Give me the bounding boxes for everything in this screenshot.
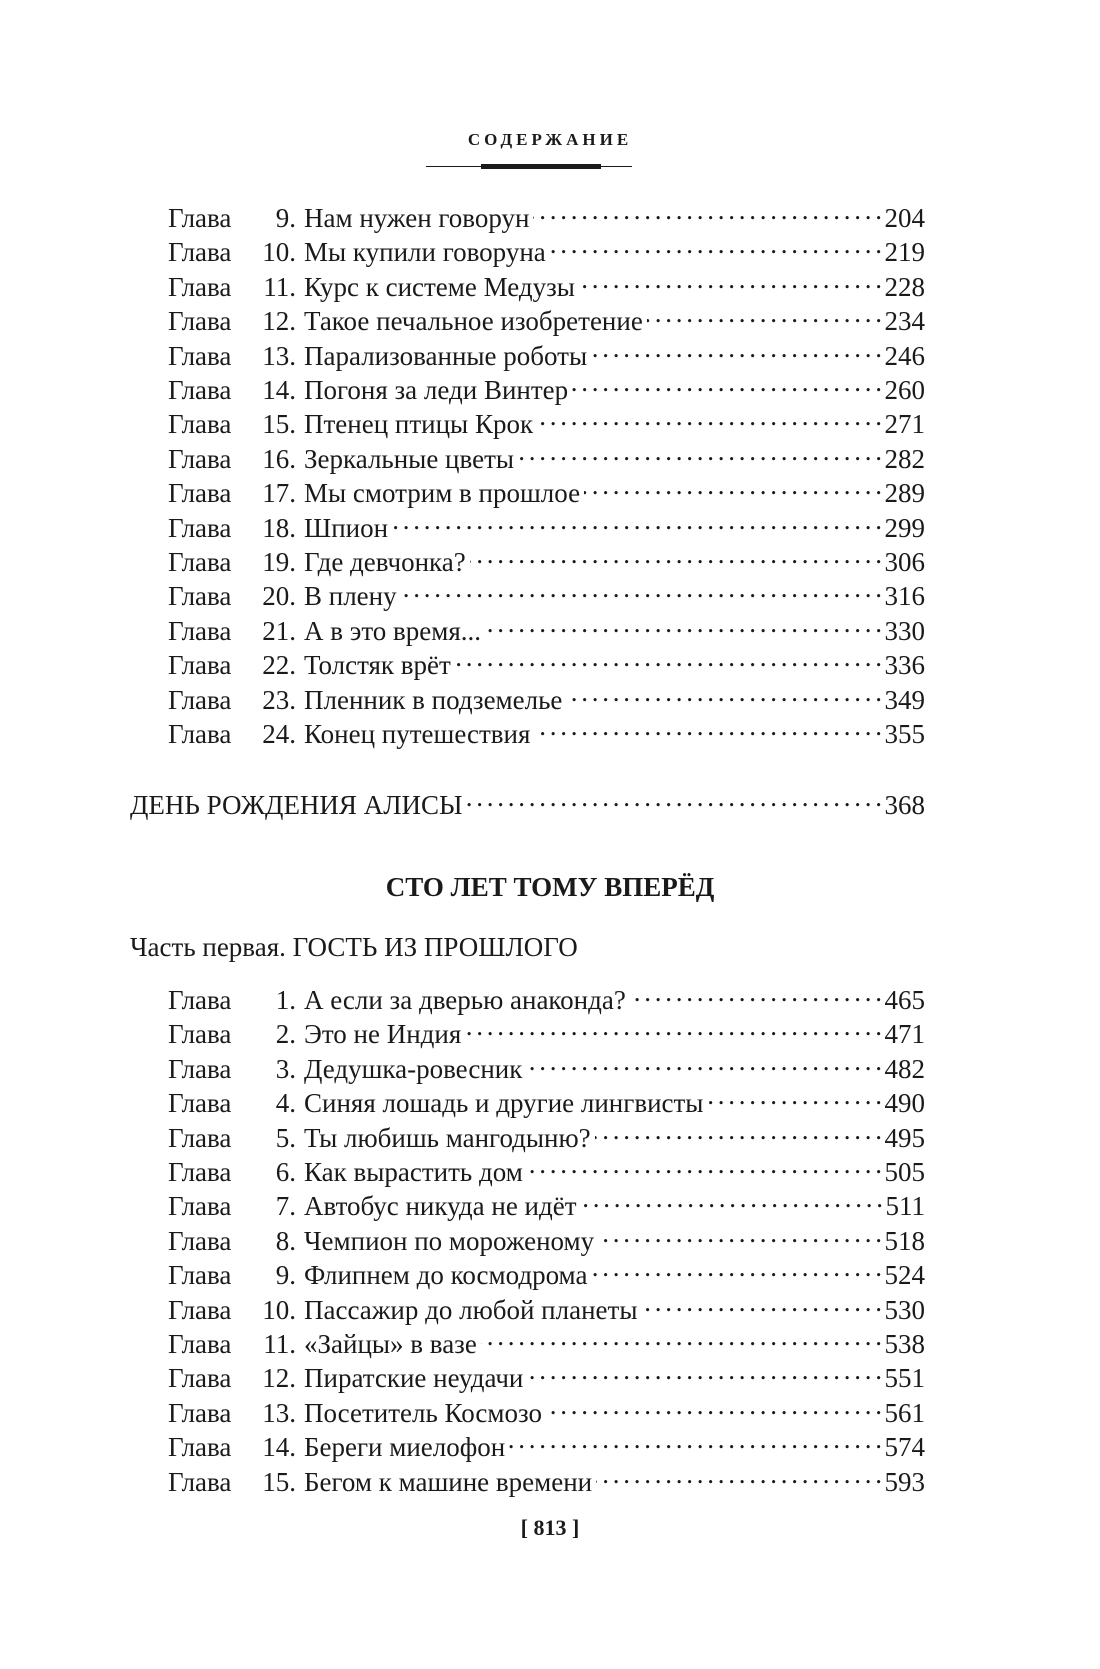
toc-chapter-title: Посетитель Космозо xyxy=(304,1397,542,1428)
toc-entry xyxy=(168,537,925,577)
toc-chapter-title: Зеркальные цветы xyxy=(304,443,515,474)
toc-leader-dots xyxy=(647,296,881,330)
toc-chapter-number: 14. xyxy=(262,375,296,405)
toc-chapter-word: Глава xyxy=(168,1122,232,1153)
toc-entry xyxy=(168,1078,925,1119)
toc-leader-dots xyxy=(591,331,880,365)
toc-chapter-title: Пассажир до любой планеты xyxy=(304,1294,638,1325)
toc-entry xyxy=(168,606,925,646)
toc-chapter-number: 23. xyxy=(262,684,296,715)
section-title: СТО ЛЕТ ТОМУ ВПЕРЁД xyxy=(385,872,715,902)
toc-chapter-title: Птенец птицы Крок xyxy=(304,409,534,440)
toc-chapter-word: Глава xyxy=(168,1157,232,1187)
toc-entry xyxy=(168,1044,925,1084)
toc-chapter-title: Такое печальное изобретение xyxy=(304,306,643,337)
toc-chapter-number: 6. xyxy=(275,1157,296,1187)
toc-chapter-word: Глава xyxy=(168,237,232,268)
toc-entry xyxy=(168,1353,925,1394)
toc-entry xyxy=(168,468,925,509)
toc-leader-dots xyxy=(595,1113,881,1147)
toc-chapter-title: Автобус никуда не идёт xyxy=(304,1191,577,1222)
toc-chapter-word: Глава xyxy=(168,1191,232,1222)
toc-chapter-title: Шпион xyxy=(304,512,389,543)
toc-chapter-word: Глава xyxy=(168,1088,232,1119)
toc-entry xyxy=(168,331,925,371)
toc-leader-dots xyxy=(392,503,880,537)
toc-chapter-number: 11. xyxy=(263,271,296,302)
toc-leader-dots xyxy=(566,675,880,709)
toc-chapter-word: Глава xyxy=(168,1225,232,1256)
toc-leader-dots xyxy=(572,365,880,399)
toc-chapter-title: Мы купили говоруна xyxy=(304,237,546,268)
toc-chapter-number: 15. xyxy=(262,1466,296,1497)
toc-leader-dots xyxy=(481,1319,881,1353)
toc-entry xyxy=(168,1388,925,1428)
toc-entry xyxy=(168,1181,925,1222)
toc-leader-dots xyxy=(465,1009,880,1043)
toc-chapter-title: Конец путешествия xyxy=(304,719,531,749)
toc-page-number: 490 xyxy=(884,1088,925,1119)
toc-chapter-word: Глава xyxy=(168,512,232,543)
toc-page-number: 282 xyxy=(884,443,925,474)
toc-leader-dots xyxy=(579,262,881,296)
part-title: Часть первая. ГОСТЬ ИЗ ПРОШЛОГО xyxy=(130,932,578,962)
toc-entry xyxy=(168,1319,925,1359)
toc-entry xyxy=(168,399,925,440)
toc-leader-dots xyxy=(485,606,880,640)
toc-page-number: 289 xyxy=(884,478,925,509)
toc-chapter-word: Глава xyxy=(168,1363,232,1394)
toc-chapter-number: 21. xyxy=(262,615,296,646)
toc-leader-dots xyxy=(546,1388,881,1422)
toc-chapter-number: 11. xyxy=(263,1329,296,1359)
toc-chapter-word: Глава xyxy=(168,340,232,371)
toc-chapter-number: 15. xyxy=(262,409,296,440)
toc-chapter-title: Курс к системе Медузы xyxy=(304,271,575,302)
toc-chapter-word: Глава xyxy=(168,478,232,509)
toc-chapter-title: Как вырастить дом xyxy=(304,1157,523,1187)
toc-entry xyxy=(168,571,925,612)
toc-chapter-title: Дедушка-ровесник xyxy=(304,1053,523,1084)
toc-chapter-title: Пиратские неудачи xyxy=(304,1363,524,1394)
toc-chapter-title: Чемпион по мороженому xyxy=(304,1225,595,1256)
toc-entry xyxy=(168,227,925,268)
toc-page-number: 524 xyxy=(884,1260,925,1291)
toc-leader-dots xyxy=(537,399,880,433)
toc-chapter-number: 24. xyxy=(262,719,296,749)
toc-entry xyxy=(168,1285,925,1325)
toc-chapter-number: 14. xyxy=(262,1432,296,1463)
toc-leader-dots xyxy=(534,709,880,743)
toc-leader-dots xyxy=(527,1353,880,1387)
toc-chapter-title: Погоня за леди Винтер xyxy=(304,375,569,405)
toc-chapter-title: Флипнем до космодрома xyxy=(304,1260,588,1291)
toc-chapter-word: Глава xyxy=(168,271,232,302)
toc-chapter-number: 9. xyxy=(275,203,296,233)
toc-chapter-word: Глава xyxy=(168,1432,232,1463)
toc-chapter-title: Толстяк врёт xyxy=(304,650,451,681)
toc-chapter-word: Глава xyxy=(168,1397,232,1428)
toc-chapter-number: 5. xyxy=(275,1122,296,1153)
toc-chapter-number: 17. xyxy=(262,478,296,509)
toc-leader-dots xyxy=(581,1181,882,1215)
toc-chapter-number: 22. xyxy=(262,650,296,681)
toc-page-number: 471 xyxy=(884,1019,925,1050)
page-number: [ 813 ] xyxy=(520,1515,580,1540)
toc-chapter-title: Где девчонка? xyxy=(304,547,466,577)
toc-chapter-title: Пленник в подземелье xyxy=(304,684,563,715)
toc-entry xyxy=(168,1113,925,1153)
toc-entry xyxy=(168,434,925,474)
toc-chapter-word: Глава xyxy=(168,1260,232,1291)
toc-chapter-word: Глава xyxy=(168,443,232,474)
toc-chapter-title: «Зайцы» в вазе xyxy=(304,1329,477,1359)
toc-page-number: 538 xyxy=(884,1329,925,1359)
toc-entry xyxy=(168,365,925,405)
toc-page-number: 593 xyxy=(884,1466,925,1497)
toc-page-number: 336 xyxy=(884,650,925,681)
toc-page-number: 330 xyxy=(884,615,925,646)
toc-page-number: 271 xyxy=(884,409,925,440)
toc-page-number: 561 xyxy=(884,1397,925,1428)
toc-chapter-word: Глава xyxy=(168,719,232,749)
toc-chapter-word: Глава xyxy=(168,409,232,440)
toc-entry xyxy=(168,262,925,302)
toc-chapter-title: В плену xyxy=(304,581,397,612)
toc-chapter-number: 8. xyxy=(275,1225,296,1256)
toc-chapter-title: Ты любишь мангодыню? xyxy=(304,1122,591,1153)
toc-entry xyxy=(168,1147,925,1187)
toc-chapter-number: 18. xyxy=(262,512,296,543)
toc-page-number: 306 xyxy=(884,547,925,577)
toc-chapter-word: Глава xyxy=(168,1053,232,1084)
toc-chapter-word: Глава xyxy=(168,650,232,681)
toc-chapter-number: 16. xyxy=(262,443,296,474)
toc-page-number: 518 xyxy=(884,1225,925,1256)
toc-leader-dots xyxy=(401,571,881,605)
toc-leader-dots xyxy=(467,780,881,814)
toc-chapter-title: Бегом к машине времени xyxy=(304,1466,593,1497)
toc-leader-dots xyxy=(630,975,881,1009)
toc-chapter-number: 13. xyxy=(262,340,296,371)
toc-page-number: 482 xyxy=(884,1053,925,1084)
toc-chapter-word: Глава xyxy=(168,1466,232,1497)
running-head: СОДЕРЖАНИЕ xyxy=(467,130,633,149)
toc-chapter-number: 12. xyxy=(262,1363,296,1394)
toc-entry xyxy=(168,1216,925,1256)
toc-chapter-word: Глава xyxy=(168,985,232,1015)
toc-chapter-number: 1. xyxy=(275,985,296,1015)
toc-leader-dots xyxy=(526,1044,880,1078)
toc-page-number: 246 xyxy=(884,340,925,371)
toc-leader-dots xyxy=(596,1457,880,1491)
toc-chapter-number: 10. xyxy=(262,1294,296,1325)
toc-page-number: 234 xyxy=(884,306,925,337)
toc-chapter-title: Это не Индия xyxy=(304,1019,462,1050)
toc-entry xyxy=(168,503,925,543)
toc-entry xyxy=(168,1422,925,1463)
toc-leader-dots xyxy=(455,640,881,674)
toc-chapter-word: Глава xyxy=(168,375,232,405)
toc-chapter-title: Береги миелофон xyxy=(304,1432,506,1463)
toc-leader-dots xyxy=(591,1250,880,1284)
toc-entry xyxy=(168,1457,925,1497)
toc-page-number: 355 xyxy=(884,719,925,749)
toc-leader-dots xyxy=(707,1078,880,1112)
toc-leader-dots xyxy=(641,1285,880,1319)
toc-chapter-word: Глава xyxy=(168,547,232,577)
toc-entry xyxy=(168,1009,925,1050)
toc-leader-dots xyxy=(550,227,881,261)
toc-story-page: 368 xyxy=(884,790,925,820)
toc-chapter-title: А в это время... xyxy=(304,615,482,646)
toc-page-number: 219 xyxy=(884,237,925,268)
toc-page-number: 465 xyxy=(884,985,925,1015)
toc-leader-dots xyxy=(584,468,880,502)
toc-entry xyxy=(168,640,925,681)
toc-chapter-number: 10. xyxy=(262,237,296,268)
toc-chapter-title: А если за дверью анаконда? xyxy=(304,985,626,1015)
toc-page-number: 299 xyxy=(884,512,925,543)
toc-entry xyxy=(168,1250,925,1291)
toc-chapter-word: Глава xyxy=(168,684,232,715)
running-head-rule-accent xyxy=(481,164,601,169)
toc-page-number: 505 xyxy=(884,1157,925,1187)
toc-chapter-number: 9. xyxy=(275,1260,296,1291)
toc-chapter-title: Мы смотрим в прошлое xyxy=(304,478,581,509)
toc-chapter-number: 7. xyxy=(275,1191,296,1222)
toc-chapter-word: Глава xyxy=(168,1294,232,1325)
toc-chapter-title: Нам нужен говорун xyxy=(304,203,530,233)
toc-chapter-number: 19. xyxy=(262,547,296,577)
toc-chapter-number: 3. xyxy=(275,1053,296,1084)
toc-entry xyxy=(168,709,925,749)
toc-leader-dots xyxy=(470,537,881,571)
toc-page-number: 204 xyxy=(884,203,925,233)
toc-entry xyxy=(168,296,925,337)
toc-chapter-number: 20. xyxy=(262,581,296,612)
toc-leader-dots xyxy=(527,1147,881,1181)
toc-chapter-word: Глава xyxy=(168,615,232,646)
toc-page-number: 316 xyxy=(884,581,925,612)
toc-leader-dots xyxy=(509,1422,880,1456)
toc-chapter-number: 12. xyxy=(262,306,296,337)
toc-page-number: 530 xyxy=(884,1294,925,1325)
toc-chapter-title: Парализованные роботы xyxy=(304,340,588,371)
toc-chapter-number: 2. xyxy=(275,1019,296,1050)
toc-chapter-number: 4. xyxy=(275,1088,296,1119)
toc-page-number: 349 xyxy=(884,684,925,715)
toc-entry xyxy=(168,675,925,715)
toc-story-title: ДЕНЬ РОЖДЕНИЯ АЛИСЫ xyxy=(130,790,463,820)
toc-leader-dots xyxy=(533,193,880,227)
toc-chapter-number: 13. xyxy=(262,1397,296,1428)
toc-leader-dots xyxy=(518,434,880,468)
toc-chapter-word: Глава xyxy=(168,1329,232,1359)
toc-entry xyxy=(168,975,925,1015)
toc-page-number: 511 xyxy=(885,1191,925,1222)
toc-page-number: 495 xyxy=(884,1122,925,1153)
toc-chapter-word: Глава xyxy=(168,581,232,612)
toc-page-number: 260 xyxy=(884,375,925,405)
toc-chapter-word: Глава xyxy=(168,306,232,337)
toc-chapter-word: Глава xyxy=(168,203,232,233)
toc-entry xyxy=(168,193,925,233)
toc-page-number: 551 xyxy=(884,1363,925,1394)
toc-page-number: 228 xyxy=(884,271,925,302)
toc-leader-dots xyxy=(598,1216,880,1250)
toc-chapter-title: Синяя лошадь и другие лингвисты xyxy=(304,1088,704,1119)
toc-chapter-word: Глава xyxy=(168,1019,232,1050)
toc-story-entry xyxy=(130,780,925,820)
toc-page-number: 574 xyxy=(884,1432,925,1463)
